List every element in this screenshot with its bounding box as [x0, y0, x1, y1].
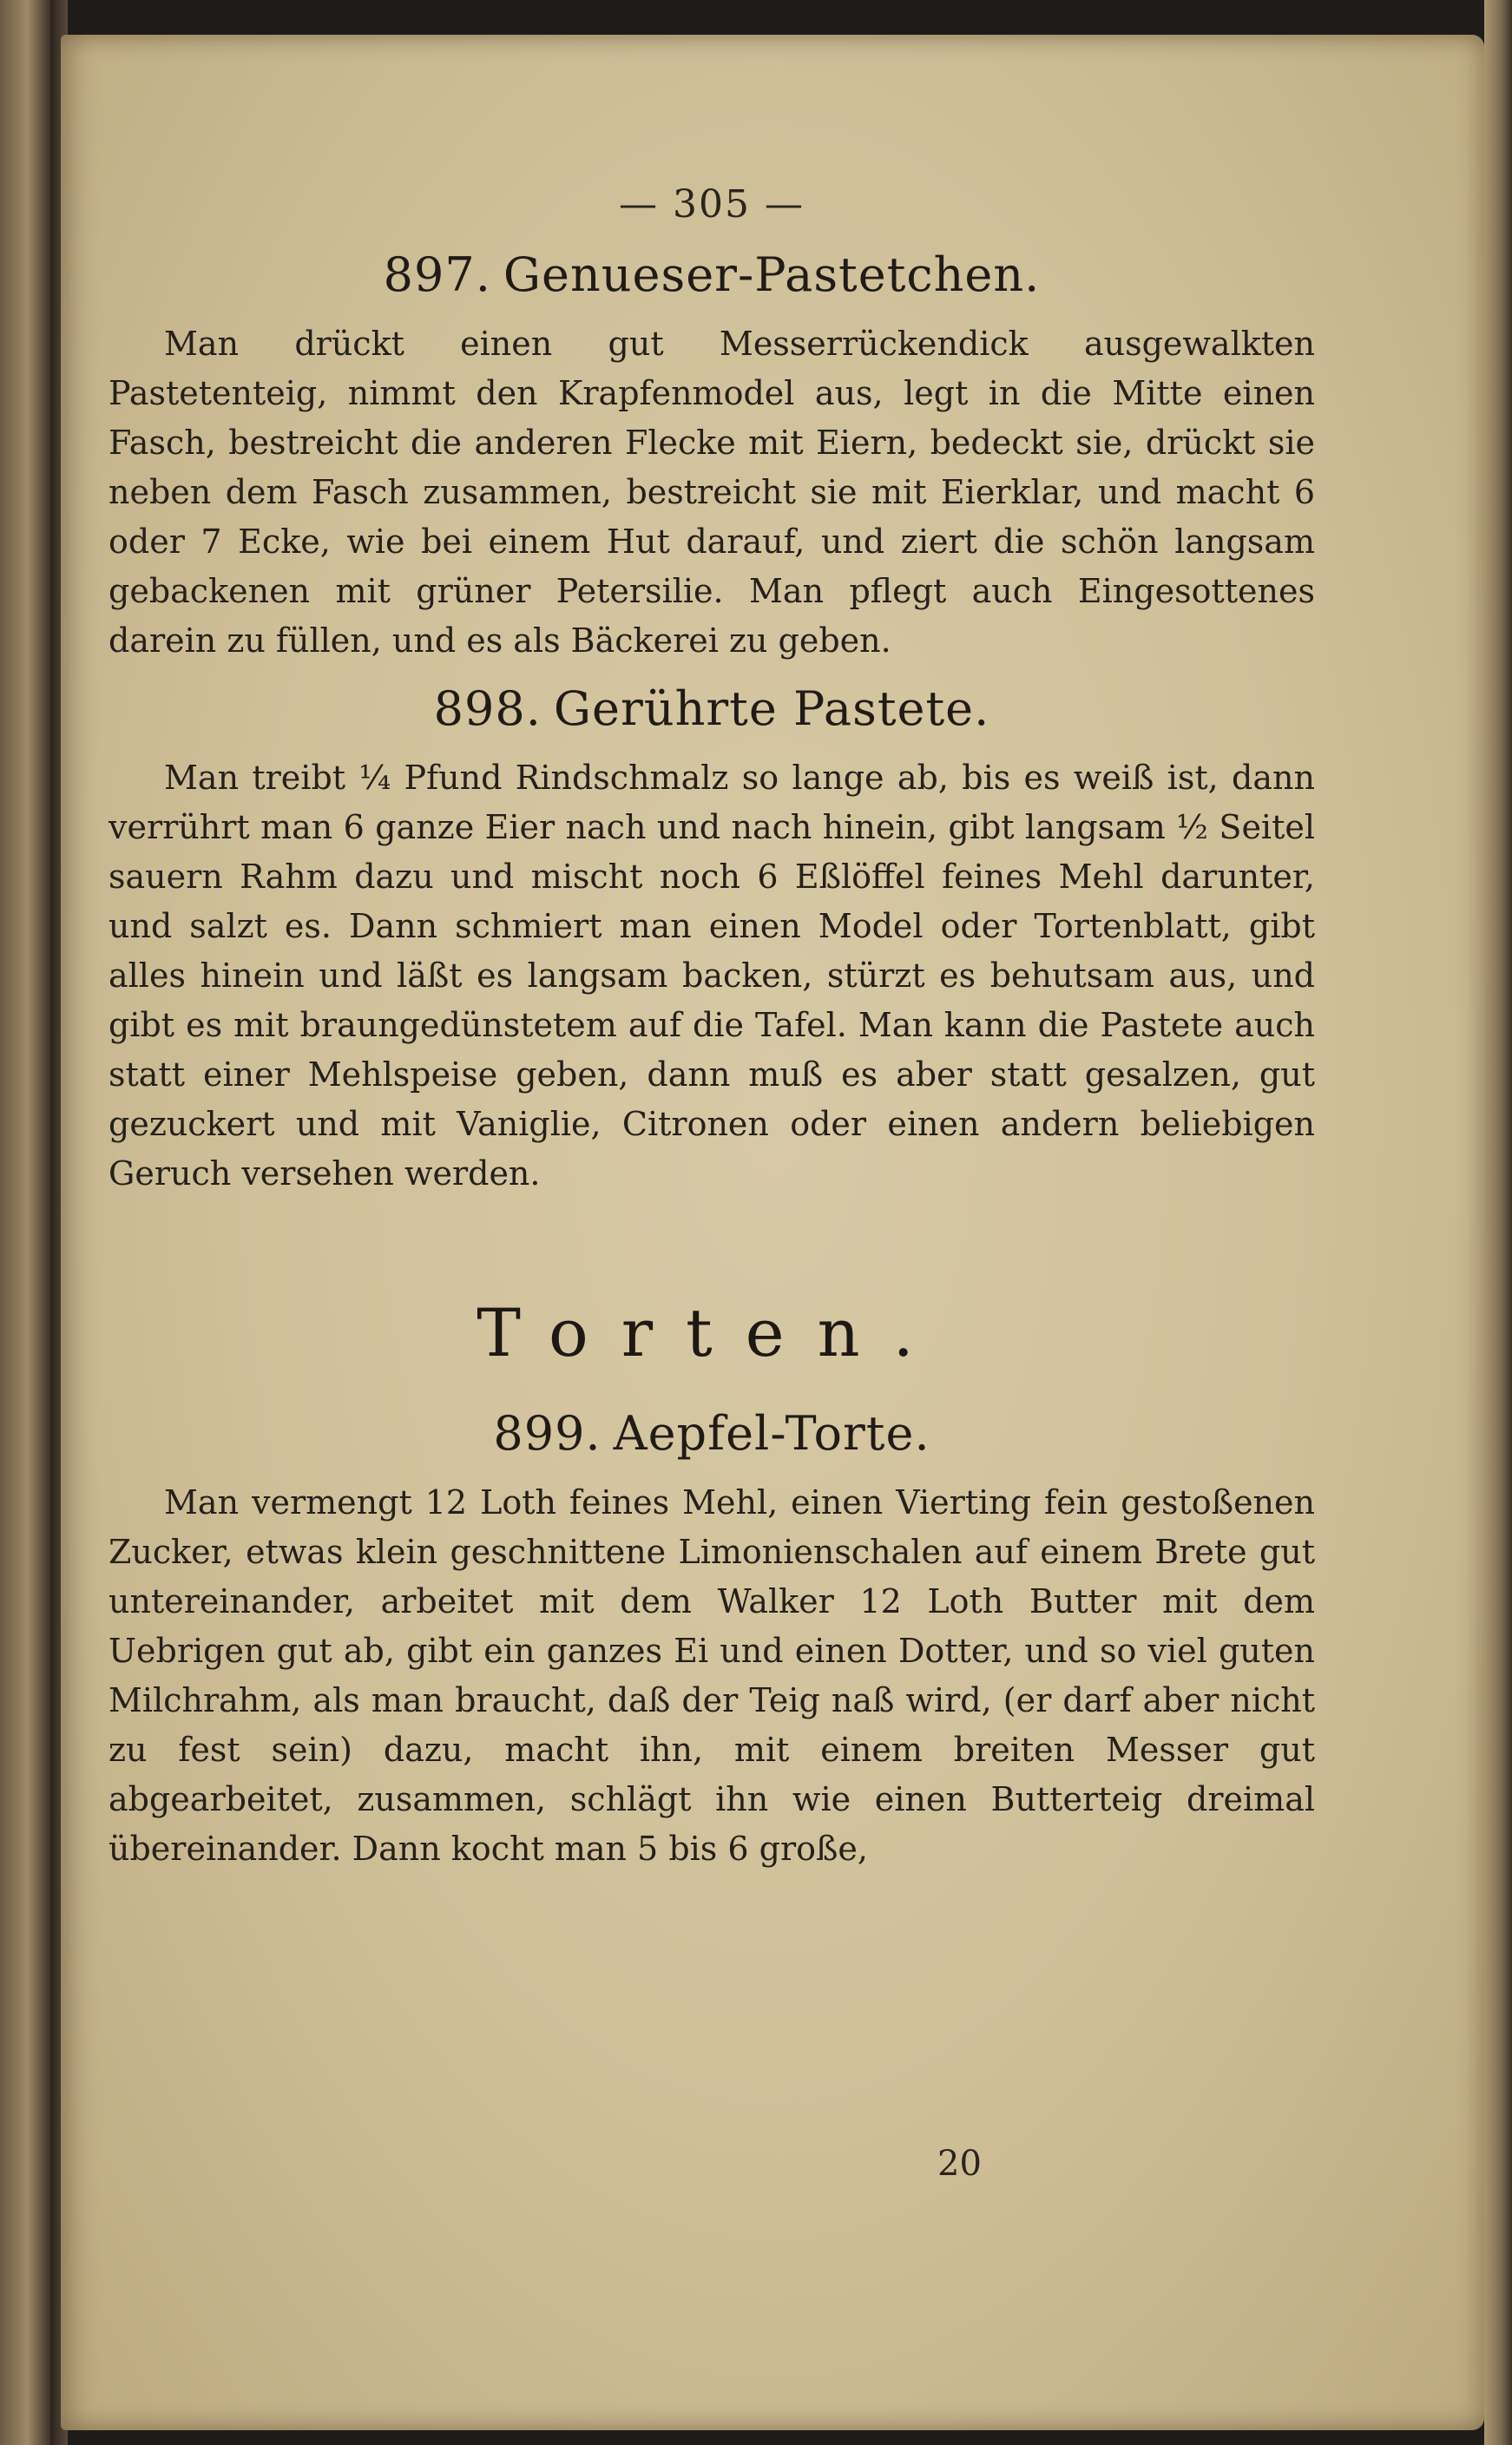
recipe-heading	[108, 1406, 1315, 1461]
recipe-title: Gerührte Pastete.	[553, 681, 990, 736]
page-edge-right	[1484, 0, 1512, 2445]
recipe-title: Genueser-Pastetchen.	[503, 247, 1041, 302]
recipe-899	[108, 1406, 1315, 1874]
recipe-number: 897.	[383, 247, 491, 302]
recipe-title: Aepfel-Torte.	[613, 1406, 930, 1461]
recipe-text: Man treibt ¼ Pfund Rindschmalz so lange ab, bis es weiß ist, dann verrührt man 6 ganze Eier nach und nach hinein, gibt langsam ½ Seitel sauern Rahm dazu und mischt noch 6 Eßlöffel feines Mehl darunter, und salzt es. Dann schmiert man einen Model oder Tortenblatt, gibt alles hinein und läßt es langsam backen, stürzt es behutsam aus, und gibt es mit braungedünstetem auf die Tafel. Man kann die Pastete auch statt einer Mehlspeise geben, dann muß es aber statt gesalzen, gut gezuckert und mit Vaniglie, Citronen oder einen andern beliebigen Geruch versehen werden.	[108, 759, 1315, 1193]
recipe-heading	[108, 247, 1315, 302]
recipe-heading	[108, 681, 1315, 736]
section-title: Torten.	[477, 1294, 947, 1371]
recipe-text: Man vermengt 12 Loth feines Mehl, einen Vierting fein gestoßenen Zucker, etwas klein geschnittene Limonienschalen auf einem Brete gut untereinander, arbeitet mit dem Walker 12 Loth Butter mit dem Uebrigen gut ab, gibt ein ganzes Ei und einen Dotter, und so viel guten Milchrahm, als man braucht, daß der Teig naß wird, (er darf aber nicht zu fest sein) dazu, macht ihn, mit einem breiten Messer gut abgearbeitet, zusammen, schlägt ihn wie einen Butterteig dreimal übereinander. Dann kocht man 5 bis 6 große,	[108, 1483, 1315, 1868]
page-content	[108, 148, 1315, 1874]
recipe-number: 899.	[493, 1406, 602, 1461]
recipe-text: Man drückt einen gut Messerrückendick ausgewalkten Pastetenteig, nimmt den Krapfenmodel aus, legt in die Mitte einen Fasch, bestreicht die anderen Flecke mit Eiern, bedeckt sie, drückt sie neben dem Fasch zusammen, bestreicht sie mit Eierklar, und macht 6 oder 7 Ecke, wie bei einem Hut darauf, und ziert die schön langsam gebackenen mit grüner Petersilie. Man pflegt auch Eingesottenes darein zu füllen, und es als Bäckerei zu geben.	[108, 325, 1315, 660]
recipe-number: 898.	[433, 681, 542, 736]
facing-page-edge	[0, 0, 50, 2445]
page-number: — 305 —	[619, 182, 805, 227]
recipe-898	[108, 681, 1315, 1199]
printer-signature-mark: 20	[937, 2144, 982, 2184]
recipe-897	[108, 247, 1315, 666]
